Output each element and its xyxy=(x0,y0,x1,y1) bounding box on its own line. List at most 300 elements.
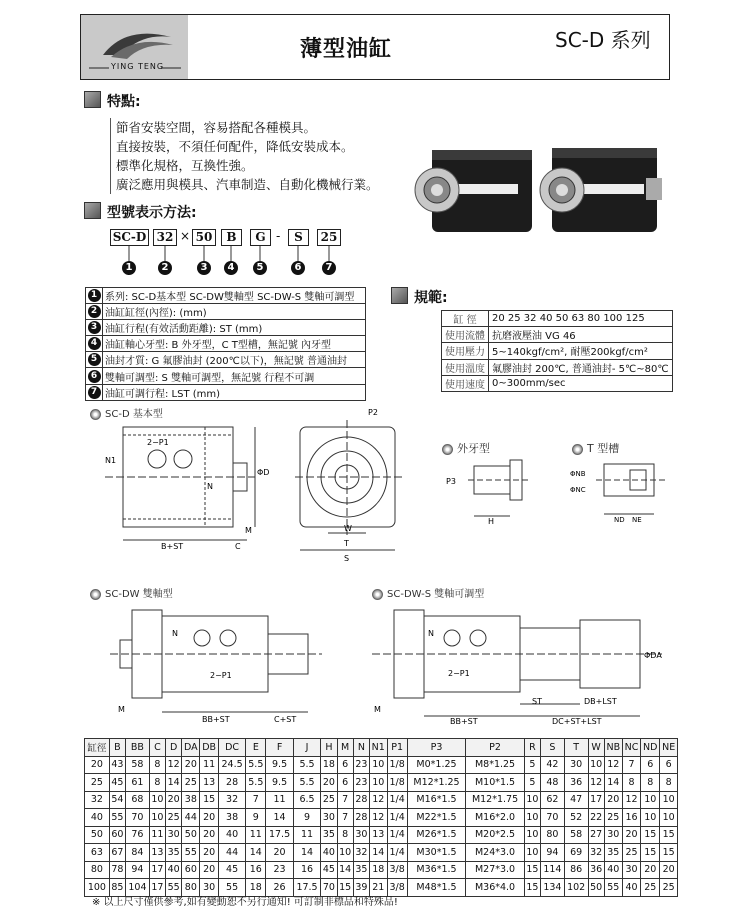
bullet-dot-icon xyxy=(442,444,453,455)
dimension-cell: 6 xyxy=(660,756,678,774)
svg-text:ΦNB: ΦNB xyxy=(570,470,586,478)
dimension-cell: M30*1.5 xyxy=(407,844,466,862)
dimension-cell: 20 xyxy=(641,861,660,879)
dimension-cell: 5.5 xyxy=(246,774,266,792)
dimension-cell: 20 xyxy=(166,791,182,809)
dimension-cell: 9 xyxy=(293,809,320,827)
section-bullet-icon xyxy=(391,287,408,304)
drawing-basic-front xyxy=(290,405,410,565)
dimension-header-cell: DC xyxy=(218,739,245,757)
svg-text:NE: NE xyxy=(632,516,642,524)
dimension-cell: 69 xyxy=(564,844,588,862)
dimension-cell: 45 xyxy=(109,774,125,792)
dimension-header-cell: R xyxy=(524,739,540,757)
code-series: SC-D xyxy=(110,229,149,246)
dimension-cell: 70 xyxy=(126,809,150,827)
legend-row: 1 系列: SC-D基本型 SC-DW雙軸型 SC-DW-S 雙軸可調型 xyxy=(86,288,366,304)
dimension-header-cell: NB xyxy=(604,739,622,757)
dimension-cell: 10 xyxy=(149,809,165,827)
dimension-cell: 5.5 xyxy=(293,756,320,774)
dimension-header-cell: T xyxy=(564,739,588,757)
model-code-heading: 型號表示方法: xyxy=(107,205,197,221)
dimension-cell: 10 xyxy=(641,791,660,809)
dimension-cell: 20 xyxy=(604,791,622,809)
dimension-cell: 11 xyxy=(149,826,165,844)
dimension-cell: 30 xyxy=(200,879,218,897)
drawing-basic-side xyxy=(95,405,275,555)
dimension-cell: 78 xyxy=(109,861,125,879)
product-photo xyxy=(402,142,665,240)
dimension-cell: 20 xyxy=(266,844,293,862)
table-row xyxy=(85,809,678,827)
dimension-header-cell: N1 xyxy=(369,739,387,757)
svg-text:ΦDA: ΦDA xyxy=(644,651,662,660)
dimension-cell: 8 xyxy=(337,826,353,844)
dimension-cell: 30 xyxy=(622,861,640,879)
model-code-legend-table xyxy=(85,287,366,401)
dimension-cell: 9.5 xyxy=(266,774,293,792)
code-bore: 32 xyxy=(153,229,177,246)
dimension-cell: M16*2.0 xyxy=(466,809,525,827)
dimension-cell: 80 xyxy=(541,826,565,844)
svg-text:N: N xyxy=(428,629,434,638)
dimension-header-row xyxy=(85,739,678,757)
dimension-cell: 68 xyxy=(126,791,150,809)
dimension-cell: 10 xyxy=(524,809,540,827)
dimension-cell: 67 xyxy=(109,844,125,862)
dimension-cell: 40 xyxy=(166,861,182,879)
dimension-cell: 36 xyxy=(588,861,604,879)
table-row xyxy=(85,774,678,792)
dimension-header-cell: M xyxy=(337,739,353,757)
dimension-cell: 38 xyxy=(218,809,245,827)
dimension-cell: 25 xyxy=(85,774,110,792)
dimension-cell: 12 xyxy=(604,756,622,774)
dimension-cell: 14 xyxy=(246,844,266,862)
code-connector-lines xyxy=(110,246,350,262)
dimension-cell: 36 xyxy=(564,774,588,792)
dimension-cell: 43 xyxy=(109,756,125,774)
dimension-cell: 1/8 xyxy=(387,774,407,792)
dimension-cell: 44 xyxy=(218,844,245,862)
dimension-cell: 76 xyxy=(126,826,150,844)
svg-text:M: M xyxy=(374,705,381,714)
dimension-cell: 13 xyxy=(200,774,218,792)
dimension-cell: 6 xyxy=(641,756,660,774)
dimension-cell: 11 xyxy=(293,826,320,844)
dimension-cell: 14 xyxy=(604,774,622,792)
dimension-cell: 14 xyxy=(369,844,387,862)
code-lst: 25 xyxy=(317,229,341,246)
spec-row: 使用溫度 氟膠油封 200℃, 普通油封- 5℃~80℃ xyxy=(442,359,673,375)
table-row xyxy=(85,861,678,879)
code-number-6: 6 xyxy=(291,261,305,275)
svg-text:N1: N1 xyxy=(105,456,117,465)
dimension-cell: 30 xyxy=(564,756,588,774)
dimension-cell: 134 xyxy=(541,879,565,897)
feature-item: 廣泛應用與模具、汽車制造、自動化機械行業。 xyxy=(116,177,379,192)
dimension-cell: 12 xyxy=(166,756,182,774)
dimension-cell: 7 xyxy=(246,791,266,809)
dimension-cell: 15 xyxy=(660,826,678,844)
dimension-cell: 10 xyxy=(369,774,387,792)
dimension-cell: 20 xyxy=(200,861,218,879)
dimension-cell: 8 xyxy=(622,774,640,792)
dimension-cell: 9.5 xyxy=(266,756,293,774)
dimension-cell: 7 xyxy=(622,756,640,774)
legend-row: 3 油缸行程(有效活動距離): ST (mm) xyxy=(86,320,366,336)
dimension-cell: 5 xyxy=(524,756,540,774)
dimension-cell: 11 xyxy=(266,791,293,809)
dimension-header-cell: DA xyxy=(182,739,200,757)
svg-text:BB+ST: BB+ST xyxy=(450,717,478,726)
dimension-cell: 55 xyxy=(604,879,622,897)
dimension-cell: 50 xyxy=(182,826,200,844)
svg-text:N: N xyxy=(207,482,213,491)
dimension-cell: 54 xyxy=(109,791,125,809)
dimension-cell: 12 xyxy=(588,774,604,792)
dimension-cell: 63 xyxy=(85,844,110,862)
dimension-cell: M36*1.5 xyxy=(407,861,466,879)
dimension-cell: 17 xyxy=(149,879,165,897)
dimension-cell: 55 xyxy=(166,879,182,897)
dimension-cell: 70 xyxy=(541,809,565,827)
dimension-cell: 32 xyxy=(218,791,245,809)
dimension-cell: 8 xyxy=(149,774,165,792)
dimension-cell: 15 xyxy=(524,879,540,897)
svg-text:2−P1: 2−P1 xyxy=(448,669,470,678)
bullet-dot-icon xyxy=(90,589,101,600)
dimension-cell: 52 xyxy=(564,809,588,827)
dimension-cell: 38 xyxy=(182,791,200,809)
svg-text:N: N xyxy=(172,629,178,638)
svg-text:M: M xyxy=(245,526,252,535)
dimension-cell: 60 xyxy=(109,826,125,844)
drawing-double-adjustable xyxy=(372,600,672,730)
svg-text:ΦD: ΦD xyxy=(257,468,270,477)
dimension-cell: M48*1.5 xyxy=(407,879,466,897)
dimension-header-cell: H xyxy=(321,739,337,757)
dimension-cell: 15 xyxy=(660,844,678,862)
table-row xyxy=(85,791,678,809)
dimension-cell: 3/8 xyxy=(387,879,407,897)
svg-text:P3: P3 xyxy=(446,477,456,486)
dimension-cell: 40 xyxy=(604,861,622,879)
dimension-cell: 20 xyxy=(85,756,110,774)
dimension-cell: 17 xyxy=(588,791,604,809)
cylinder-image-1 xyxy=(415,150,532,232)
dimension-cell: 8 xyxy=(641,774,660,792)
dimension-cell: 10 xyxy=(524,791,540,809)
dimension-header-cell: DB xyxy=(200,739,218,757)
code-sep-x: × xyxy=(180,229,191,243)
dimension-cell: 3/8 xyxy=(387,861,407,879)
dimension-header-cell: S xyxy=(541,739,565,757)
dimension-cell: 42 xyxy=(541,756,565,774)
svg-text:P2: P2 xyxy=(368,408,378,417)
dimension-cell: 10 xyxy=(641,809,660,827)
dimension-cell: 30 xyxy=(321,809,337,827)
dimension-header-cell: D xyxy=(166,739,182,757)
dimension-cell: 15 xyxy=(641,826,660,844)
table-row xyxy=(85,844,678,862)
svg-text:B+ST: B+ST xyxy=(161,542,184,551)
drawing-double-shaft xyxy=(110,600,330,730)
code-number-5: 5 xyxy=(253,261,267,275)
dimension-cell: 20 xyxy=(200,809,218,827)
code-adjust: S xyxy=(288,229,309,246)
dimension-cell: 14 xyxy=(266,809,293,827)
dimension-cell: M12*1.25 xyxy=(407,774,466,792)
dimension-header-cell: P2 xyxy=(466,739,525,757)
dimension-cell: M27*3.0 xyxy=(466,861,525,879)
features-list xyxy=(110,118,379,194)
dimension-header-cell: P1 xyxy=(387,739,407,757)
dimension-cell: 10 xyxy=(524,844,540,862)
dimension-cell: 58 xyxy=(564,826,588,844)
dimension-header-cell: F xyxy=(266,739,293,757)
dimension-cell: M0*1.25 xyxy=(407,756,466,774)
dimension-cell: 10 xyxy=(588,756,604,774)
dimension-cell: 14 xyxy=(166,774,182,792)
dimension-cell: M22*1.5 xyxy=(407,809,466,827)
dimension-cell: 10 xyxy=(524,826,540,844)
dimension-cell: 60 xyxy=(182,861,200,879)
svg-text:BB+ST: BB+ST xyxy=(202,715,230,724)
legend-row: 6 雙軸可調型: S 雙軸可調型，無記號 行程不可調 xyxy=(86,368,366,384)
dimension-header-cell: C xyxy=(149,739,165,757)
dimension-cell: 35 xyxy=(353,861,369,879)
dimension-cell: 23 xyxy=(353,756,369,774)
dimension-header-cell: N xyxy=(353,739,369,757)
diagram-title-double: SC-DW 雙軸型 xyxy=(90,585,173,600)
dimension-cell: 21 xyxy=(369,879,387,897)
dimension-cell: 5.5 xyxy=(246,756,266,774)
diagram-title-basic: SC-D 基本型 xyxy=(90,405,163,420)
dimension-header-cell: B xyxy=(109,739,125,757)
legend-row: 5 油封才質: G 氟膠油封 (200℃以下)，無記號 普通油封 xyxy=(86,352,366,368)
dimension-cell: 6.5 xyxy=(293,791,320,809)
dimension-cell: 20 xyxy=(200,844,218,862)
dimension-cell: 25 xyxy=(641,879,660,897)
dimension-cell: 94 xyxy=(126,861,150,879)
bullet-dot-icon xyxy=(572,444,583,455)
dimension-cell: 94 xyxy=(541,844,565,862)
dimension-cell: 10 xyxy=(660,809,678,827)
dimension-cell: 55 xyxy=(218,879,245,897)
dimension-header-cell: W xyxy=(588,739,604,757)
svg-text:DB+LST: DB+LST xyxy=(584,697,617,706)
svg-text:ND: ND xyxy=(614,516,625,524)
dimension-cell: 25 xyxy=(604,809,622,827)
footnote: ※ 以上尺寸僅供參考,如有變動恕不另行通知! 可訂制非標品和特殊品! xyxy=(92,897,398,908)
code-number-1: 1 xyxy=(122,261,136,275)
dimension-table xyxy=(84,738,678,897)
legend-row: 4 油缸軸心牙型: B 外牙型，C T型槽，無記號 內牙型 xyxy=(86,336,366,352)
dimension-cell: 40 xyxy=(622,879,640,897)
dimension-cell: 14 xyxy=(293,844,320,862)
spec-row: 使用流體 抗磨液壓油 VG 46 xyxy=(442,327,673,343)
dimension-cell: 16 xyxy=(246,861,266,879)
code-number-7: 7 xyxy=(322,261,336,275)
dimension-cell: M12*1.75 xyxy=(466,791,525,809)
code-number-4: 4 xyxy=(224,261,238,275)
svg-text:2−P1: 2−P1 xyxy=(210,671,232,680)
dimension-cell: 18 xyxy=(369,861,387,879)
dimension-cell: 12 xyxy=(369,791,387,809)
dimension-cell: 25 xyxy=(166,809,182,827)
dimension-cell: 5.5 xyxy=(293,774,320,792)
dimension-cell: 80 xyxy=(182,879,200,897)
dimension-cell: 12 xyxy=(622,791,640,809)
dimension-cell: 10 xyxy=(660,791,678,809)
legend-row: 7 油缸可調行程: LST (mm) xyxy=(86,384,366,400)
dimension-cell: 12 xyxy=(369,809,387,827)
dimension-cell: 10 xyxy=(337,844,353,862)
dimension-cell: 22 xyxy=(588,809,604,827)
dimension-cell: 48 xyxy=(541,774,565,792)
dimension-cell: 15 xyxy=(641,844,660,862)
dimension-cell: 1/8 xyxy=(387,756,407,774)
dimension-cell: 61 xyxy=(126,774,150,792)
page-title: 薄型油缸 xyxy=(300,37,393,62)
dimension-cell: 11 xyxy=(246,826,266,844)
dimension-cell: 18 xyxy=(246,879,266,897)
cylinder-image-2 xyxy=(540,148,662,232)
dimension-cell: 13 xyxy=(149,844,165,862)
code-seal: G xyxy=(250,229,271,246)
dimension-cell: 28 xyxy=(218,774,245,792)
dimension-cell: 27 xyxy=(588,826,604,844)
dimension-cell: 47 xyxy=(564,791,588,809)
dimension-cell: 17.5 xyxy=(293,879,320,897)
dimension-cell: 15 xyxy=(337,879,353,897)
dimension-cell: 10 xyxy=(369,756,387,774)
spec-row: 使用速度 0~300mm/sec xyxy=(442,375,673,391)
dimension-cell: 17 xyxy=(149,861,165,879)
dimension-cell: 1/4 xyxy=(387,826,407,844)
dimension-cell: M36*4.0 xyxy=(466,879,525,897)
dimension-cell: 104 xyxy=(126,879,150,897)
dimension-header-cell: P3 xyxy=(407,739,466,757)
dimension-cell: 40 xyxy=(321,844,337,862)
dimension-cell: 35 xyxy=(321,826,337,844)
svg-text:2−P1: 2−P1 xyxy=(147,438,169,447)
dimension-cell: 32 xyxy=(353,844,369,862)
diagram-title-tslot: T 型槽 xyxy=(572,440,619,456)
dimension-cell: 7 xyxy=(337,791,353,809)
dimension-cell: 10 xyxy=(149,791,165,809)
features-heading: 特點: xyxy=(107,94,141,110)
dimension-cell: M16*1.5 xyxy=(407,791,466,809)
series-label: SC-D 系列 xyxy=(555,28,651,52)
dimension-cell: 13 xyxy=(369,826,387,844)
dimension-cell: 58 xyxy=(126,756,150,774)
dimension-cell: 70 xyxy=(321,879,337,897)
diagram-title-external: 外牙型 xyxy=(442,440,490,456)
svg-text:ST: ST xyxy=(532,697,542,706)
dimension-cell: 100 xyxy=(85,879,110,897)
drawing-t-slot xyxy=(570,456,665,528)
dimension-cell: 15 xyxy=(200,791,218,809)
drawing-external-thread xyxy=(438,456,528,528)
dimension-cell: 45 xyxy=(321,861,337,879)
dimension-header-cell: 缸徑 xyxy=(85,739,110,757)
dimension-cell: 1/4 xyxy=(387,809,407,827)
dimension-cell: 26 xyxy=(266,879,293,897)
dimension-cell: 86 xyxy=(564,861,588,879)
dimension-cell: 7 xyxy=(337,809,353,827)
dimension-header-cell: ND xyxy=(641,739,660,757)
svg-text:M: M xyxy=(118,705,125,714)
dimension-cell: 15 xyxy=(524,861,540,879)
svg-text:C: C xyxy=(235,542,241,551)
dimension-cell: 16 xyxy=(622,809,640,827)
dimension-cell: 8 xyxy=(149,756,165,774)
dimension-cell: 55 xyxy=(109,809,125,827)
dimension-cell: 25 xyxy=(622,844,640,862)
dimension-cell: 35 xyxy=(604,844,622,862)
dimension-cell: 18 xyxy=(321,756,337,774)
dimension-cell: 20 xyxy=(660,861,678,879)
dimension-cell: 35 xyxy=(166,844,182,862)
dimension-cell: 1/4 xyxy=(387,791,407,809)
dimension-cell: 25 xyxy=(321,791,337,809)
dimension-cell: 23 xyxy=(266,861,293,879)
dimension-cell: 55 xyxy=(182,844,200,862)
dimension-cell: 5 xyxy=(524,774,540,792)
dimension-cell: 17.5 xyxy=(266,826,293,844)
dimension-cell: M8*1.25 xyxy=(466,756,525,774)
dimension-cell: 25 xyxy=(660,879,678,897)
dimension-cell: 24.5 xyxy=(218,756,245,774)
svg-text:H: H xyxy=(488,517,495,526)
svg-text:T: T xyxy=(344,539,349,548)
spec-row: 使用壓力 5~140kgf/cm², 耐壓200kgf/cm² xyxy=(442,343,673,359)
feature-item: 直接按裝，不須任何配件，降低安裝成本。 xyxy=(116,139,354,154)
dimension-cell: 16 xyxy=(293,861,320,879)
company-logo xyxy=(81,15,188,79)
bullet-dot-icon xyxy=(372,589,383,600)
svg-text:S: S xyxy=(344,554,350,563)
dimension-cell: 20 xyxy=(200,826,218,844)
dimension-cell: M20*2.5 xyxy=(466,826,525,844)
dimension-cell: 6 xyxy=(337,756,353,774)
dimension-cell: 1/4 xyxy=(387,844,407,862)
code-thread: B xyxy=(221,229,242,246)
company-name: YING TENG xyxy=(111,62,165,71)
dimension-cell: 45 xyxy=(218,861,245,879)
dimension-cell: 32 xyxy=(588,844,604,862)
dimension-cell: 8 xyxy=(660,774,678,792)
dimension-cell: 14 xyxy=(337,861,353,879)
diagram-title-double-adj: SC-DW-S 雙軸可調型 xyxy=(372,585,484,600)
svg-text:W: W xyxy=(344,524,352,533)
section-bullet-icon xyxy=(84,91,101,108)
dimension-header-cell: NE xyxy=(660,739,678,757)
dimension-cell: 30 xyxy=(353,826,369,844)
specs-table xyxy=(441,310,673,392)
spec-row: 缸 徑 20 25 32 40 50 63 80 100 125 xyxy=(442,311,673,327)
feature-item: 節省安裝空間，容易搭配各種模具。 xyxy=(116,120,317,135)
dimension-cell: 114 xyxy=(541,861,565,879)
dimension-cell: 50 xyxy=(588,879,604,897)
dimension-header-cell: E xyxy=(246,739,266,757)
dimension-cell: 40 xyxy=(85,809,110,827)
dimension-cell: 30 xyxy=(166,826,182,844)
dimension-cell: 84 xyxy=(126,844,150,862)
dimension-header-cell: NC xyxy=(622,739,640,757)
